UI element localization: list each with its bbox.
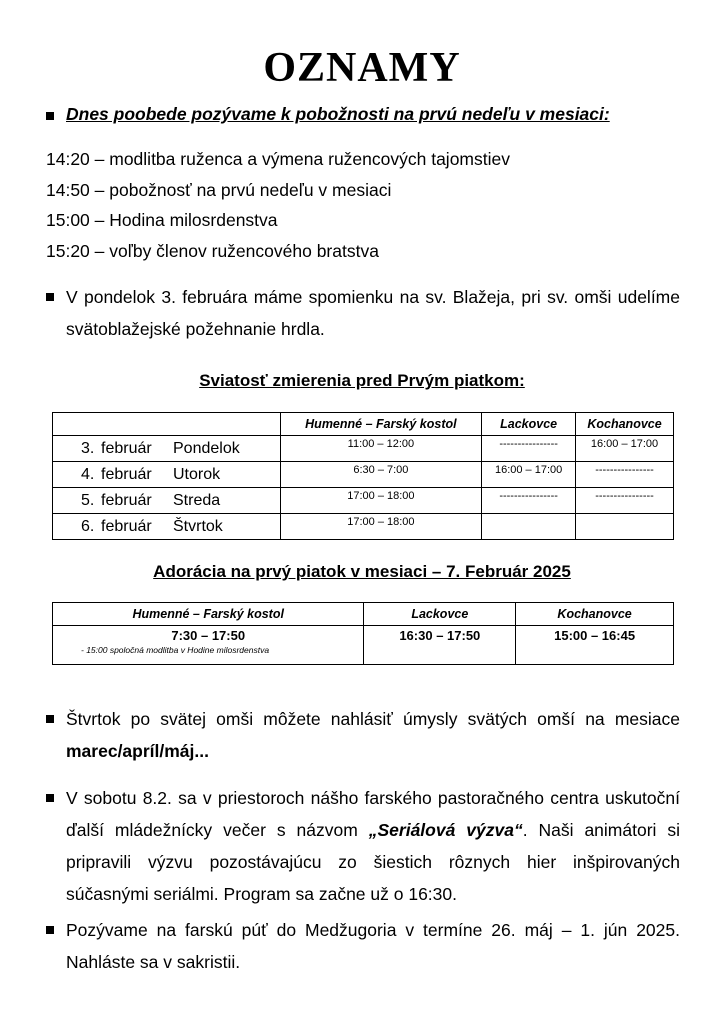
time-cell: 17:00 – 18:00 [280, 514, 482, 540]
time-cell: 15:00 – 16:45 [516, 626, 674, 665]
date-cell: 5. február Streda [53, 488, 281, 514]
column-header: Kochanovce [516, 603, 674, 626]
column-header: Lackovce [482, 413, 576, 436]
table-header-row [53, 413, 674, 436]
date-cell: 6. február Štvrtok [53, 514, 281, 540]
adoration-note: - 15:00 spoločná modlitba v Hodine milosrdenstva [81, 645, 270, 655]
afternoon-invitation-lead: Dnes poobede pozývame k pobožnosti na prvú nedeľu v mesiaci: [66, 104, 610, 124]
time-cell: 6:30 – 7:00 [280, 462, 482, 488]
blessing-announcement: V pondelok 3. februára máme spomienku na sv. Blažeja, pri sv. omši udelíme svätoblažejské požehnanie hrdla. [66, 287, 680, 339]
adoration-heading: Adorácia na prvý piatok v mesiaci – 7. Február 2025 [153, 562, 571, 581]
column-header [53, 413, 281, 436]
confession-heading: Sviatosť zmierenia pred Prvým piatkom: [199, 371, 525, 390]
schedule-item: 15:00 – Hodina milosrdenstva [46, 210, 278, 230]
time-cell [576, 514, 674, 540]
schedule-item: 14:50 – pobožnosť na prvú nedeľu v mesiaci [46, 179, 392, 200]
table-row [53, 626, 674, 665]
time-cell: 16:00 – 17:00 [482, 462, 576, 488]
time-cell: 16:00 – 17:00 [576, 436, 674, 462]
date-cell: 4. február Utorok [53, 462, 281, 488]
column-header: Kochanovce [576, 413, 674, 436]
bullet-icon [46, 112, 54, 120]
afternoon-schedule [46, 144, 510, 266]
bullet-icon [46, 293, 54, 301]
time-cell: ---------------- [482, 436, 576, 462]
time-cell: 17:00 – 18:00 [280, 488, 482, 514]
bullet-icon [46, 794, 54, 802]
adoration-table [52, 602, 674, 665]
months-text: marec/apríl/máj... [66, 741, 209, 761]
youth-evening-announcement: V sobotu 8.2. sa v priestoroch nášho farského pastoračného centra uskutoční ďalší mládežnícky večer s názvom „Seriálová výzva“. Naši animátori si pripravili výzvu pozostávajúcu zo šiestich rôznych hier inšpirovaných súčasnými seriálmi. Program sa začne už o 16:30. [66, 788, 680, 904]
time-cell [482, 514, 576, 540]
adoration-time: 7:30 – 17:50 [171, 628, 246, 643]
time-cell: ---------------- [482, 488, 576, 514]
table-row [53, 488, 674, 514]
confession-table [52, 412, 674, 540]
bullet-icon [46, 715, 54, 723]
column-header: Humenné – Farský kostol [280, 413, 482, 436]
bullet-icon [46, 926, 54, 934]
pilgrimage-announcement: Pozývame na farskú púť do Medžugoria v termíne 26. máj – 1. jún 2025. Nahláste sa v sakristii. [66, 920, 680, 972]
time-cell: 11:00 – 12:00 [280, 436, 482, 462]
column-header: Lackovce [364, 603, 516, 626]
mass-intentions-announcement: Štvrtok po svätej omši môžete nahlásiť úmysly svätých omší na mesiace marec/apríl/máj... [66, 709, 680, 761]
time-cell [53, 626, 364, 665]
table-header-row [53, 603, 674, 626]
page-title: OZNAMY [263, 45, 461, 91]
schedule-item: 14:20 – modlitba ruženca a výmena ružencových tajomstiev [46, 149, 510, 169]
event-name: „Seriálová výzva“ [368, 820, 523, 840]
table-row [53, 436, 674, 462]
date-cell: 3. február Pondelok [53, 436, 281, 462]
time-cell: ---------------- [576, 488, 674, 514]
table-row [53, 514, 674, 540]
time-cell: 16:30 – 17:50 [364, 626, 516, 665]
column-header: Humenné – Farský kostol [53, 603, 364, 626]
time-cell: ---------------- [576, 462, 674, 488]
schedule-item: 15:20 – voľby členov ružencového bratstva [46, 240, 379, 261]
table-row [53, 462, 674, 488]
